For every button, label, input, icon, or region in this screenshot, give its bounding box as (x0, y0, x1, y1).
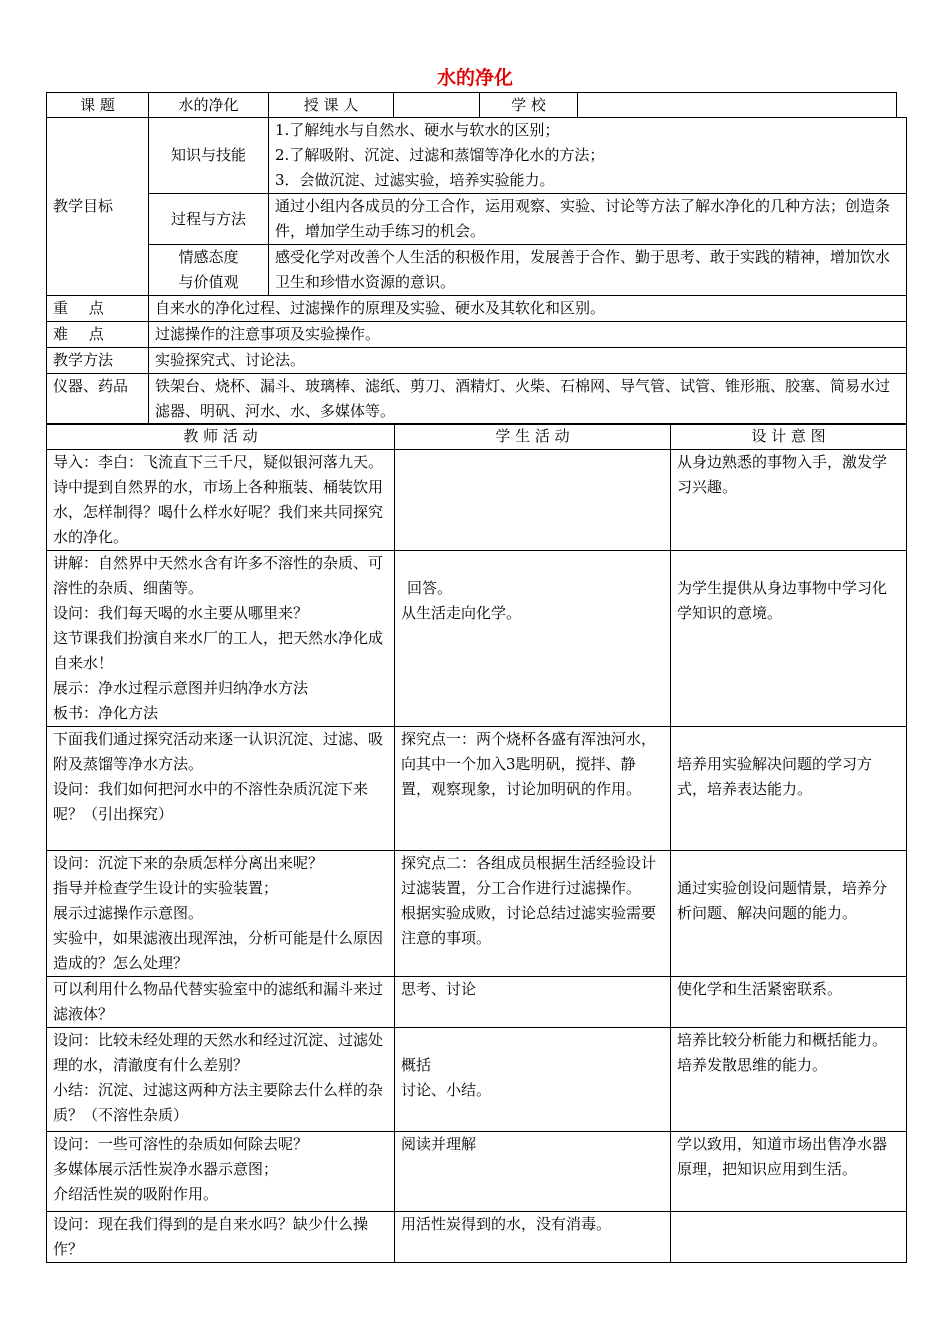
teacher-activity-cell-line: 设问：比较未经处理的天然水和经过沉淀、过滤处理的水，清澈度有什么差别？ (53, 1031, 384, 1074)
page-title: 水的净化 (436, 67, 513, 89)
emotion-text: 感受化学对改善个人生活的积极作用，发展善于合作、勤于思考、敢于实践的精神，增加饮水卫生和珍惜水资源的意识。 (269, 245, 907, 296)
teacher-activity-cell-line: 展示过滤操作示意图。 (53, 904, 204, 922)
student-activity-cell-line: 用活性炭得到的水，没有消毒。 (401, 1215, 612, 1233)
activity-row (47, 1028, 907, 1132)
objectives-table (46, 117, 907, 425)
method-label: 教学方法 (47, 348, 149, 374)
activity-row (47, 977, 907, 1028)
student-activity-cell-line: 探究点二：各组成员根据生活经验设计过滤装置，分工合作进行过滤操作。 (401, 854, 657, 897)
student-activity-cell (395, 851, 671, 977)
teacher-activity-cell-line: 小结：沉淀、过滤这两种方法主要除去什么样的杂质？（不溶性杂质） (53, 1081, 384, 1124)
emotion-label: 情感态度 (178, 248, 239, 266)
teacher-activity-header: 教 师 活 动 (47, 424, 395, 450)
student-activity-cell-line: 从生活走向化学。 (401, 604, 522, 622)
teacher-activity-cell-line: 设问：我们每天喝的水主要从哪里来？ (53, 604, 309, 622)
teacher-activity-cell (47, 1132, 395, 1212)
teacher-activity-cell-line: 多媒体展示活性炭净水器示意图； (53, 1160, 279, 1178)
teacher-activity-cell-line: 指导并检查学生设计的实验装置； (53, 879, 279, 897)
design-intent-cell (671, 1132, 907, 1212)
teacher-activity-cell-line: 设问：沉淀下来的杂质怎样分离出来呢？ (53, 854, 324, 872)
process-label: 过程与方法 (149, 194, 269, 245)
student-activity-cell (395, 977, 671, 1028)
student-activity-header: 学 生 活 动 (395, 424, 671, 450)
teacher-activity-cell (47, 727, 395, 851)
objectives-label: 教学目标 (47, 118, 149, 296)
activity-row (47, 450, 907, 551)
design-intent-cell (671, 977, 907, 1028)
teacher-activity-cell-line: 设问：现在我们得到的是自来水吗？缺少什么操作？ (53, 1215, 369, 1258)
knowledge-line: 2.了解吸附、沉淀、过滤和蒸馏等净化水的方法； (275, 146, 605, 164)
method-value: 实验探究式、讨论法。 (149, 348, 907, 374)
teacher-activity-cell (47, 1028, 395, 1132)
design-intent-header: 设 计 意 图 (671, 424, 907, 450)
student-activity-cell-line: 概括 (401, 1056, 432, 1074)
teacher-activity-cell (47, 450, 395, 551)
emotion-label: 与价值观 (178, 273, 239, 291)
design-intent-cell-line: 培养比较分析能力和概括能力。 (677, 1031, 888, 1049)
student-activity-cell-line: 根据实验成败，讨论总结过滤实验需要注意的事项。 (401, 904, 657, 947)
design-intent-cell (671, 450, 907, 551)
activity-row (47, 1212, 907, 1263)
knowledge-label: 知识与技能 (149, 118, 269, 194)
course-label: 课 题 (47, 93, 149, 118)
knowledge-line: 3．会做沉淀、过滤实验，培养实验能力。 (275, 171, 555, 189)
student-activity-cell-line: 讨论、小结。 (401, 1081, 492, 1099)
design-intent-cell (671, 851, 907, 977)
school-value (578, 93, 897, 118)
design-intent-cell-line: 培养发散思维的能力。 (677, 1056, 828, 1074)
design-intent-cell-line: 培养用实验解决问题的学习方式，培养表达能力。 (677, 755, 873, 798)
key-point-value: 自来水的净化过程、过滤操作的原理及实验、硬水及其软化和区别。 (149, 296, 907, 322)
student-activity-cell (395, 1132, 671, 1212)
knowledge-line: 1.了解纯水与自然水、硬水与软水的区别； (275, 121, 560, 139)
design-intent-cell (671, 1212, 907, 1263)
teacher-activity-cell (47, 977, 395, 1028)
course-value: 水的净化 (149, 93, 269, 118)
student-activity-cell (395, 727, 671, 851)
teacher-activity-cell-line: 讲解：自然界中天然水含有许多不溶性的杂质、可溶性的杂质、细菌等。 (53, 554, 384, 597)
knowledge-cell (269, 118, 907, 194)
teacher-label: 授 课 人 (269, 93, 394, 118)
teacher-activity-cell (47, 551, 395, 727)
design-intent-cell-line: 从身边熟悉的事物入手，激发学习兴趣。 (677, 453, 888, 496)
student-activity-cell (395, 1212, 671, 1263)
student-activity-cell (395, 1028, 671, 1132)
student-activity-cell-line: 阅读并理解 (401, 1135, 477, 1153)
design-intent-cell (671, 1028, 907, 1132)
teacher-activity-cell-line: 展示：净水过程示意图并归纳净水方法 (53, 679, 309, 697)
header-table (46, 92, 897, 118)
student-activity-cell-line: 回答。 (407, 579, 453, 597)
design-intent-cell (671, 727, 907, 851)
equipment-value: 铁架台、烧杯、漏斗、玻璃棒、滤纸、剪刀、酒精灯、火柴、石棉网、导气管、试管、锥形瓶、胶塞、简易水过滤器、明矾、河水、水、多媒体等。 (149, 374, 907, 425)
teacher-value (394, 93, 480, 118)
teacher-activity-cell-line: 板书：净化方法 (53, 704, 159, 722)
teacher-activity-cell-line: 实验中，如果滤液出现浑浊，分析可能是什么原因造成的？怎么处理？ (53, 929, 384, 972)
activity-row (47, 551, 907, 727)
emotion-label-cell (149, 245, 269, 296)
teacher-activity-cell-line: 这节课我们扮演自来水厂的工人，把天然水净化成自来水！ (53, 629, 384, 672)
activity-rows (47, 450, 907, 1263)
student-activity-cell-line: 探究点一：两个烧杯各盛有浑浊河水，向其中一个加入3匙明矾，搅拌、静置，观察现象，讨论加明矾的作用。 (401, 730, 657, 798)
difficulty-label: 难 点 (47, 322, 149, 348)
teacher-activity-cell-line: 可以利用什么物品代替实验室中的滤纸和漏斗来过滤液体？ (53, 980, 384, 1023)
school-label: 学 校 (480, 93, 578, 118)
teacher-activity-cell-line: 设问：我们如何把河水中的不溶性杂质沉淀下来呢？（引出探究） (53, 780, 369, 823)
design-intent-cell-line: 通过实验创设问题情景，培养分析问题、解决问题的能力。 (677, 879, 888, 922)
teacher-activity-cell-line: 设问：一些可溶性的杂质如何除去呢？ (53, 1135, 309, 1153)
student-activity-cell (395, 450, 671, 551)
equipment-label: 仪器、药品 (47, 374, 149, 425)
activity-row (47, 727, 907, 851)
student-activity-cell (395, 551, 671, 727)
design-intent-cell (671, 551, 907, 727)
process-text: 通过小组内各成员的分工合作，运用观察、实验、讨论等方法了解水净化的几种方法；创造条件，增加学生动手练习的机会。 (269, 194, 907, 245)
teacher-activity-cell (47, 851, 395, 977)
teacher-activity-cell-line: 导入：李白：飞流直下三千尺，疑似银河落九天。诗中提到自然界的水，市场上各种瓶装、桶装饮用水，怎样制得？喝什么样水好呢？我们来共同探究水的净化。 (53, 453, 384, 546)
activity-row (47, 851, 907, 977)
difficulty-value: 过滤操作的注意事项及实验操作。 (149, 322, 907, 348)
design-intent-cell-line: 学以致用，知道市场出售净水器原理，把知识应用到生活。 (677, 1135, 888, 1178)
activities-table (46, 423, 907, 1263)
student-activity-cell-line: 思考、讨论 (401, 980, 477, 998)
teacher-activity-cell-line: 下面我们通过探究活动来逐一认识沉淀、过滤、吸附及蒸馏等净水方法。 (53, 730, 384, 773)
design-intent-cell-line: 使化学和生活紧密联系。 (677, 980, 843, 998)
design-intent-cell-line: 为学生提供从身边事物中学习化学知识的意境。 (677, 579, 888, 622)
key-point-label: 重 点 (47, 296, 149, 322)
activity-row (47, 1132, 907, 1212)
teacher-activity-cell-line: 介绍活性炭的吸附作用。 (53, 1185, 219, 1203)
teacher-activity-cell (47, 1212, 395, 1263)
